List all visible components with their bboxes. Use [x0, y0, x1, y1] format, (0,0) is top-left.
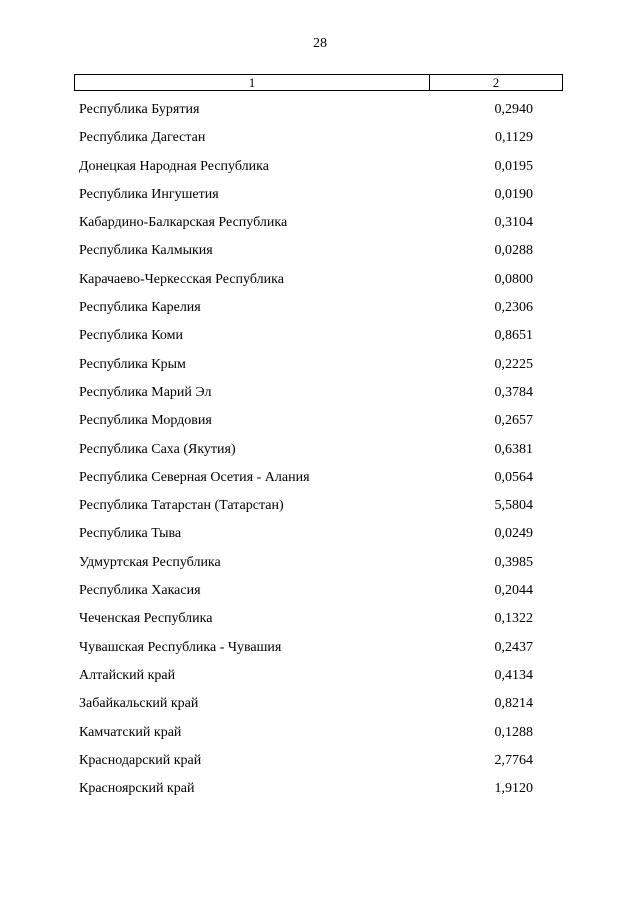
region-name: Республика Крым	[79, 356, 186, 372]
region-name: Республика Ингушетия	[79, 186, 219, 202]
table-row	[74, 328, 563, 356]
table-row	[74, 357, 563, 385]
coefficient-value: 0,8214	[494, 696, 533, 712]
coefficient-value: 0,2306	[494, 300, 533, 316]
coefficient-value: 0,0564	[494, 469, 533, 485]
coefficient-value: 0,1129	[495, 130, 533, 146]
coefficient-value: 0,2657	[494, 413, 533, 429]
table-row	[74, 442, 563, 470]
coefficient-value: 0,1322	[494, 611, 533, 627]
table-row	[74, 611, 563, 639]
coefficient-value: 0,4134	[494, 667, 533, 683]
table-row	[74, 696, 563, 724]
region-name: Кабардино-Балкарская Республика	[79, 215, 288, 231]
coefficient-value: 0,3784	[494, 384, 533, 400]
coefficient-value: 0,2940	[494, 102, 533, 117]
region-name: Республика Карелия	[79, 300, 201, 316]
coefficient-value: 0,1288	[494, 724, 533, 740]
table-row	[74, 725, 563, 753]
coefficient-value: 0,2044	[494, 583, 533, 599]
coefficient-value: 0,2437	[494, 639, 533, 655]
table-row	[74, 498, 563, 526]
table-row	[74, 781, 563, 809]
table-row	[74, 583, 563, 611]
region-name: Краснодарский край	[79, 752, 202, 768]
coefficient-value: 0,2225	[494, 356, 533, 372]
region-name: Алтайский край	[79, 667, 176, 683]
region-name: Республика Саха (Якутия)	[79, 441, 236, 457]
coefficient-value: 0,0249	[494, 526, 533, 542]
table-row	[74, 413, 563, 441]
region-name: Камчатский край	[79, 724, 182, 740]
table-row	[74, 640, 563, 668]
region-name: Чеченская Республика	[79, 611, 213, 627]
table-row	[74, 159, 563, 187]
coefficient-value: 0,6381	[494, 441, 533, 457]
coefficient-value: 0,3985	[494, 554, 533, 570]
region-name: Удмуртская Республика	[79, 554, 221, 570]
regions-table	[74, 74, 563, 809]
table-row	[74, 300, 563, 328]
column-header-2: 2	[492, 75, 500, 90]
coefficient-value: 0,0800	[494, 271, 533, 287]
page-number: 28	[313, 36, 327, 51]
region-name: Карачаево-Черкесская Республика	[79, 271, 284, 287]
region-name: Чувашская Республика - Чувашия	[79, 639, 282, 655]
coefficient-value: 0,0195	[494, 158, 533, 174]
region-name: Республика Тыва	[79, 526, 182, 542]
table-header-row	[74, 74, 563, 91]
region-name: Республика Мордовия	[79, 413, 212, 429]
coefficient-value: 0,3104	[494, 215, 533, 231]
table-row	[74, 526, 563, 554]
region-name: Республика Хакасия	[79, 583, 201, 599]
table-row	[74, 470, 563, 498]
coefficient-value: 2,7764	[494, 752, 533, 768]
coefficient-value: 0,0190	[494, 186, 533, 202]
coefficient-value: 1,9120	[494, 781, 533, 797]
table-row	[74, 243, 563, 271]
coefficient-value: 0,8651	[494, 328, 533, 344]
table-row	[74, 555, 563, 583]
table-body	[74, 102, 563, 809]
coefficient-value: 0,0288	[494, 243, 533, 259]
table-row	[74, 272, 563, 300]
region-name: Республика Коми	[79, 328, 183, 344]
table-row	[74, 215, 563, 243]
column-header-1: 1	[75, 75, 430, 90]
region-name: Забайкальский край	[79, 696, 199, 712]
coefficient-value: 5,5804	[494, 498, 533, 514]
table-row	[74, 187, 563, 215]
region-name: Республика Дагестан	[79, 130, 206, 146]
region-name: Донецкая Народная Республика	[79, 158, 269, 174]
region-name: Республика Северная Осетия - Алания	[79, 469, 310, 485]
region-name: Республика Татарстан (Татарстан)	[79, 498, 284, 514]
table-row	[74, 668, 563, 696]
table-row	[74, 385, 563, 413]
region-name: Республика Марий Эл	[79, 384, 212, 400]
region-name: Красноярский край	[79, 781, 195, 797]
table-row	[74, 102, 563, 130]
region-name: Республика Бурятия	[79, 102, 200, 117]
table-row	[74, 130, 563, 158]
table-row	[74, 753, 563, 781]
region-name: Республика Калмыкия	[79, 243, 213, 259]
